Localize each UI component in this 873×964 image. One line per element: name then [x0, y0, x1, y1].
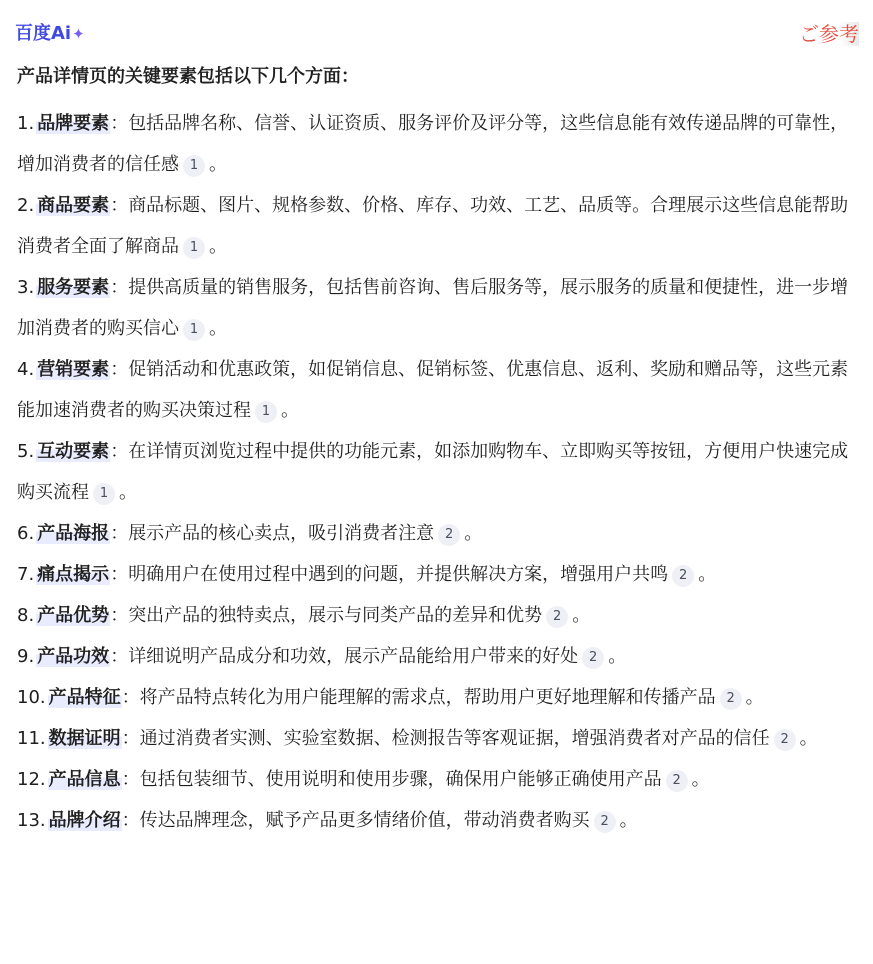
citation-badge[interactable]: 1 [255, 401, 277, 423]
list-item [17, 595, 859, 636]
list-item [17, 103, 859, 185]
item-description: 明确用户在使用过程中遇到的问题，并提供解决方案，增强用户共鸣 [128, 564, 669, 585]
item-term: 痛点揭示 [37, 564, 110, 585]
item-period: 。 [745, 687, 764, 708]
citation-badge[interactable]: 1 [93, 483, 115, 505]
item-description: 提供高质量的销售服务，包括售前咨询、售后服务等，展示服务的质量和便捷性，进一步增加消费者的购买信心 [17, 277, 849, 339]
item-colon: ： [121, 810, 140, 831]
item-description: 展示产品的核心卖点，吸引消费者注意 [128, 523, 435, 544]
item-colon: ： [110, 359, 129, 380]
item-description: 在详情页浏览过程中提供的功能元素，如添加购物车、立即购买等按钮，方便用户快速完成购买流程 [17, 441, 849, 503]
item-description: 包括包装细节、使用说明和使用步骤，确保用户能够正确使用产品 [139, 769, 662, 790]
item-number: 2. [17, 195, 35, 216]
citation-badge[interactable]: 1 [183, 237, 205, 259]
item-colon: ： [110, 605, 129, 626]
item-colon: ： [110, 646, 129, 667]
logo-text: 百度 [15, 23, 51, 44]
item-colon: ： [121, 728, 140, 749]
item-description: 通过消费者实测、实验室数据、检测报告等客观证据，增强消费者对产品的信任 [139, 728, 770, 749]
list-item [17, 554, 859, 595]
list-item [17, 677, 859, 718]
item-description: 传达品牌理念，赋予产品更多情绪价值，带动消费者购买 [139, 810, 590, 831]
item-term: 产品优势 [37, 605, 110, 626]
item-period: 。 [691, 769, 710, 790]
citation-badge[interactable]: 2 [666, 770, 688, 792]
item-number: 4. [17, 359, 35, 380]
item-colon: ： [121, 769, 140, 790]
item-period: 。 [464, 523, 483, 544]
answer-content [17, 63, 859, 841]
list-item [17, 513, 859, 554]
reference-label: ご参 [799, 22, 839, 46]
item-number: 12. [17, 769, 46, 790]
list-item [17, 636, 859, 677]
reference-button[interactable] [799, 21, 859, 47]
item-period: 。 [209, 154, 227, 175]
logo-ai-text: Ai [51, 23, 72, 44]
citation-badge[interactable]: 2 [774, 729, 796, 751]
list-item [17, 185, 859, 267]
list-item [17, 759, 859, 800]
item-term: 产品海报 [37, 523, 110, 544]
item-number: 7. [17, 564, 35, 585]
item-number: 9. [17, 646, 35, 667]
item-term: 产品功效 [37, 646, 110, 667]
item-term: 服务要素 [37, 277, 110, 298]
item-term: 数据证明 [48, 728, 121, 749]
list-item [17, 718, 859, 759]
item-colon: ： [121, 687, 140, 708]
citation-badge[interactable]: 1 [183, 155, 205, 177]
item-description: 突出产品的独特卖点，展示与同类产品的差异和优势 [128, 605, 543, 626]
item-colon: ： [110, 277, 129, 298]
citation-badge[interactable]: 2 [582, 647, 604, 669]
reference-label-fade: 考 [839, 22, 859, 46]
item-period: 。 [698, 564, 717, 585]
item-number: 11. [17, 728, 46, 749]
item-number: 3. [17, 277, 35, 298]
item-description: 商品标题、图片、规格参数、价格、库存、功效、工艺、品质等。合理展示这些信息能帮助消费者全面了解商品 [17, 195, 849, 257]
item-period: 。 [209, 318, 227, 339]
item-colon: ： [110, 564, 129, 585]
list-item [17, 431, 859, 513]
item-colon: ： [110, 113, 129, 134]
item-number: 5. [17, 441, 35, 462]
answer-intro: 产品详情页的关键要素包括以下几个方面： [17, 66, 359, 87]
list-item [17, 349, 859, 431]
citation-badge[interactable]: 2 [438, 524, 460, 546]
citation-badge[interactable]: 2 [672, 565, 694, 587]
item-period: 。 [572, 605, 591, 626]
sparkle-icon: ✦ [72, 25, 85, 43]
item-term: 营销要素 [37, 359, 110, 380]
item-colon: ： [110, 195, 129, 216]
item-term: 品牌要素 [37, 113, 110, 134]
item-description: 包括品牌名称、信誉、认证资质、服务评价及评分等，这些信息能有效传递品牌的可靠性，增加消费者的信任感 [17, 113, 849, 175]
item-term: 商品要素 [37, 195, 110, 216]
key-elements-list [17, 103, 859, 841]
baidu-ai-logo[interactable] [15, 22, 85, 46]
item-description: 将产品特点转化为用户能理解的需求点，帮助用户更好地理解和传播产品 [139, 687, 716, 708]
item-number: 10. [17, 687, 46, 708]
citation-badge[interactable]: 2 [594, 811, 616, 833]
item-period: 。 [619, 810, 638, 831]
item-period: 。 [119, 482, 137, 503]
item-description: 详细说明产品成分和功效，展示产品能给用户带来的好处 [128, 646, 579, 667]
list-item [17, 267, 859, 349]
item-number: 13. [17, 810, 46, 831]
item-period: 。 [281, 400, 299, 421]
item-number: 6. [17, 523, 35, 544]
citation-badge[interactable]: 1 [183, 319, 205, 341]
citation-badge[interactable]: 2 [720, 688, 742, 710]
item-term: 产品特征 [48, 687, 121, 708]
item-period: 。 [608, 646, 627, 667]
item-term: 品牌介绍 [48, 810, 121, 831]
item-number: 1. [17, 113, 35, 134]
item-term: 产品信息 [48, 769, 121, 790]
item-period: 。 [209, 236, 227, 257]
item-number: 8. [17, 605, 35, 626]
item-description: 促销活动和优惠政策，如促销信息、促销标签、优惠信息、返利、奖励和赠品等，这些元素能加速消费者的购买决策过程 [17, 359, 849, 421]
item-colon: ： [110, 523, 129, 544]
citation-badge[interactable]: 2 [546, 606, 568, 628]
item-term: 互动要素 [37, 441, 110, 462]
item-period: 。 [799, 728, 818, 749]
item-colon: ： [110, 441, 129, 462]
header [0, 0, 873, 58]
list-item [17, 800, 859, 841]
